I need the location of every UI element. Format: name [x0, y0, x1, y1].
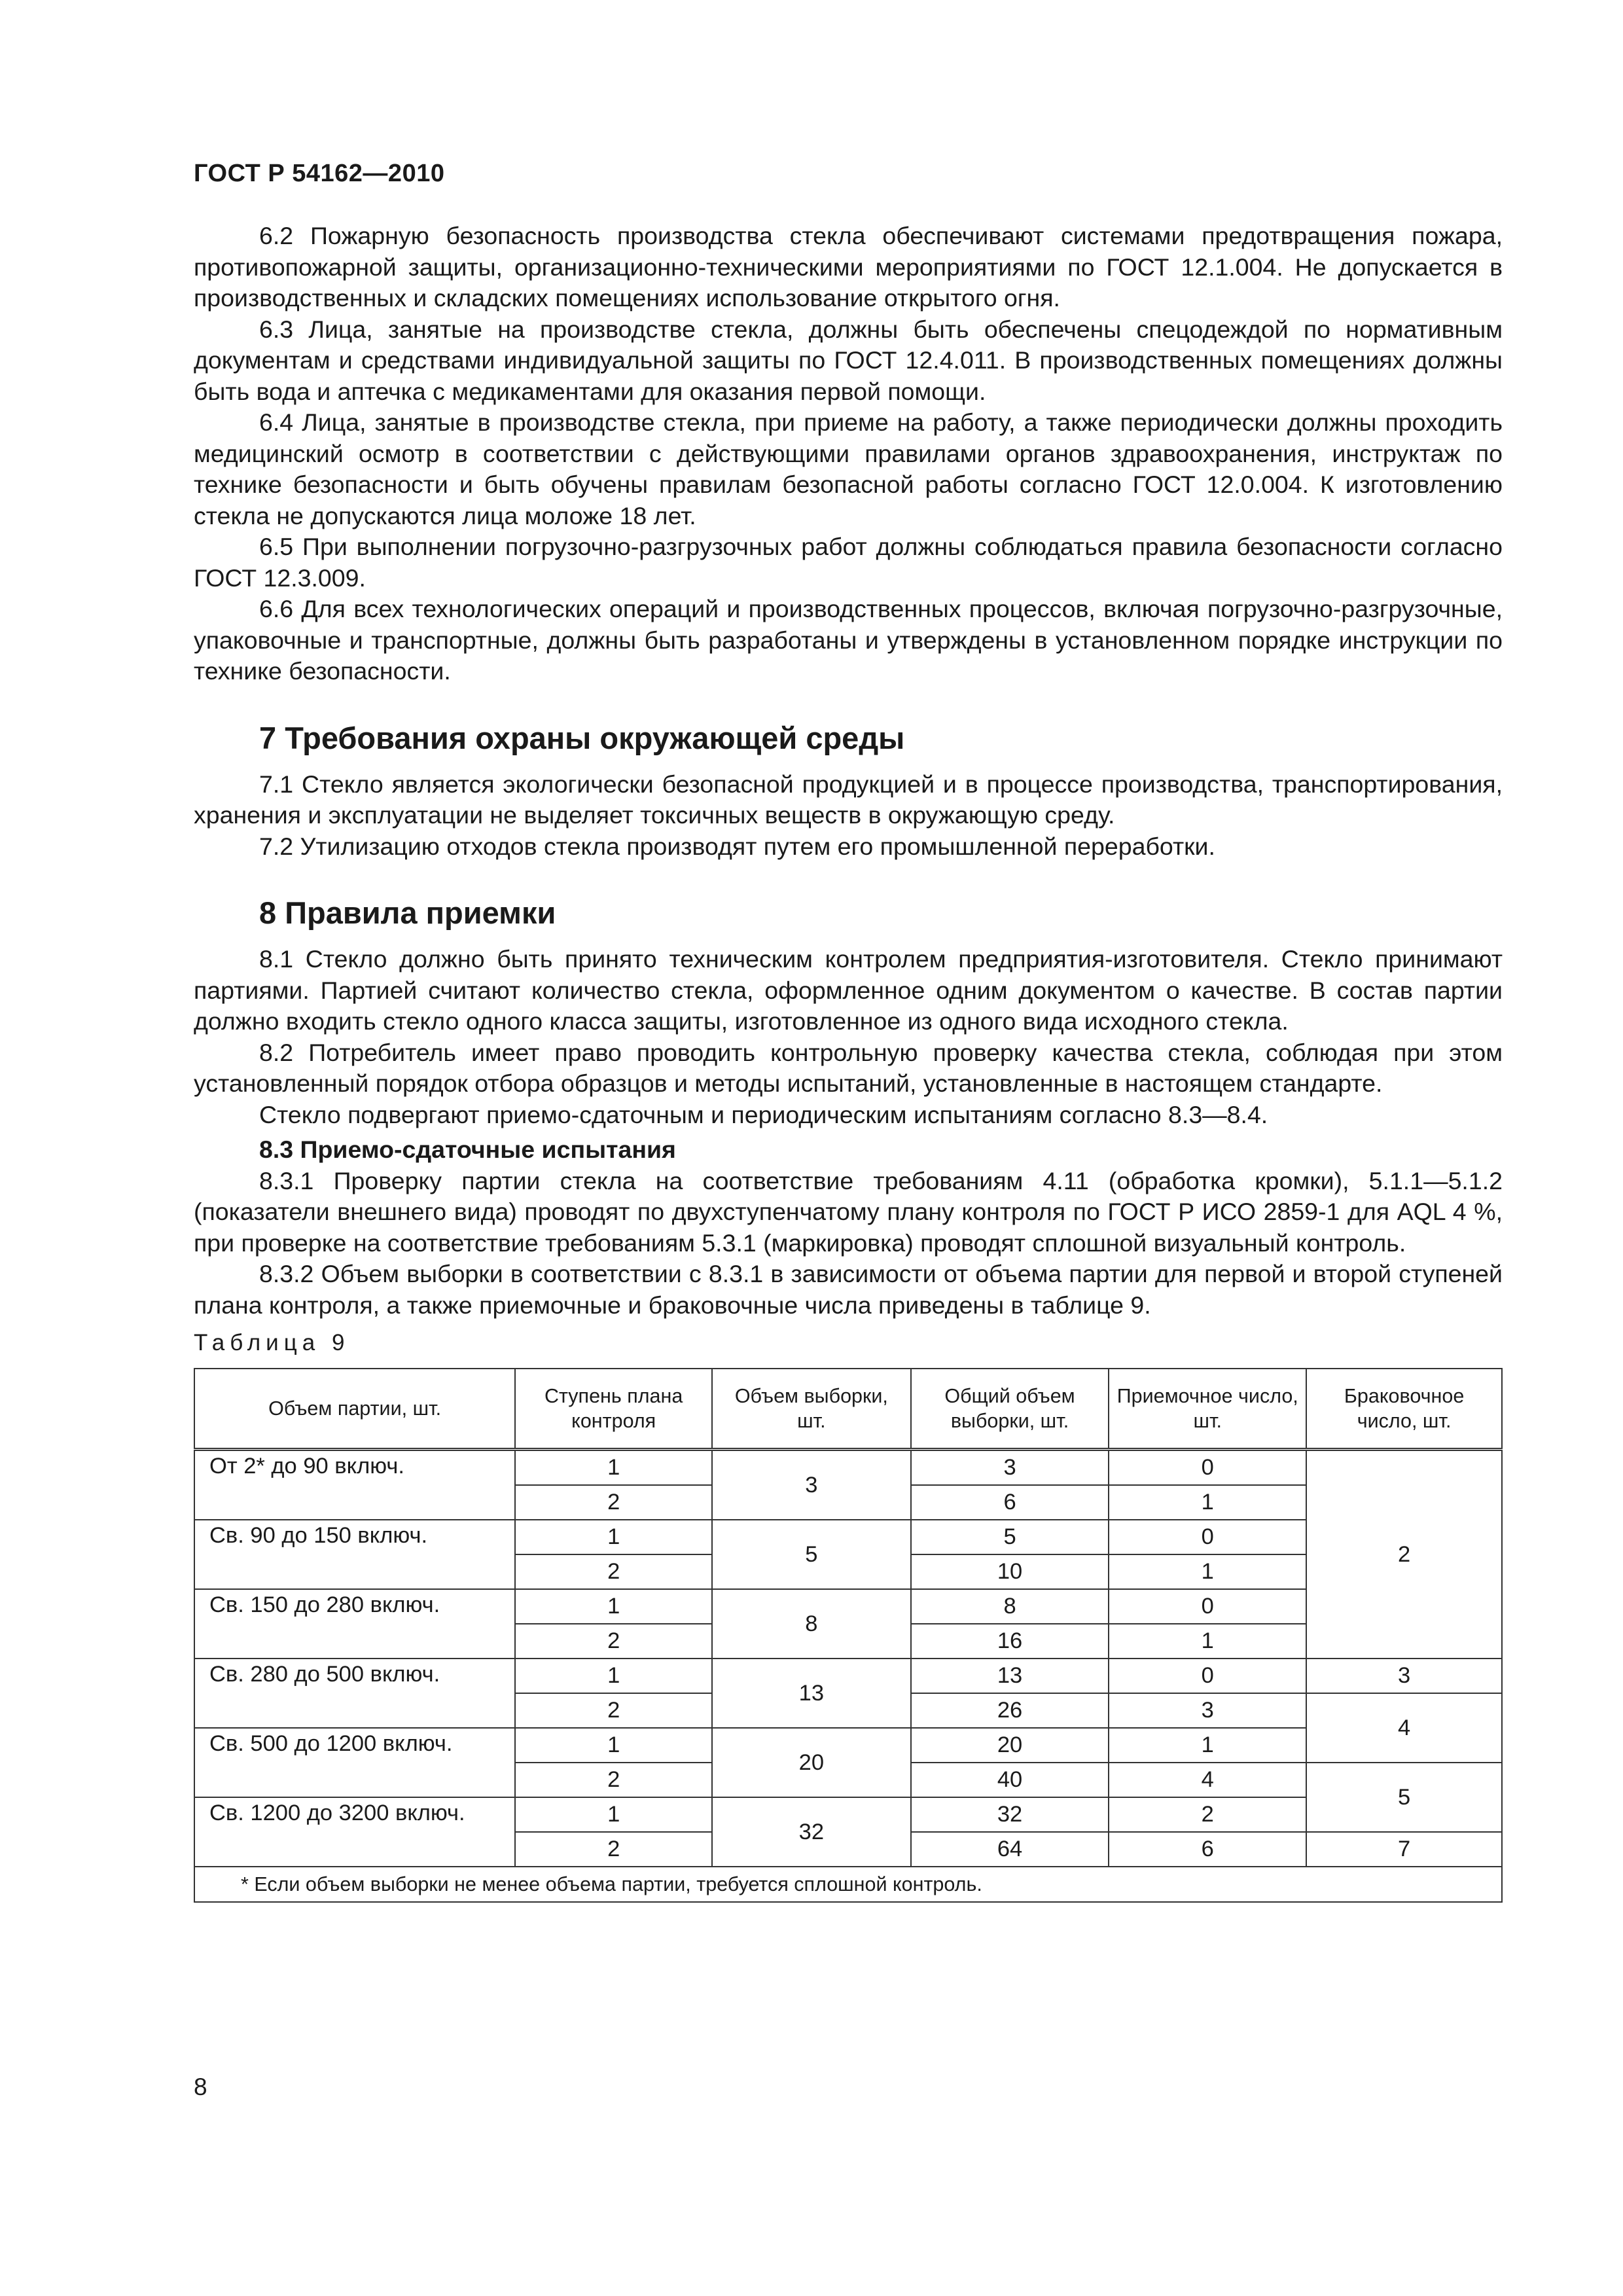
- paragraph-8-2: 8.2 Потребитель имеет право проводить контрольную проверку качества стекла, соблюдая при этом установленный порядок отбора образцов и методы испытаний, установленные в настоящем стандарте.: [194, 1038, 1503, 1097]
- sampling-table: [194, 1368, 1503, 1903]
- step-cell: 1: [515, 1450, 712, 1486]
- accept-number-cell: 0: [1109, 1450, 1306, 1486]
- reject-number-cell: 5: [1306, 1763, 1502, 1832]
- document-page: [194, 160, 1503, 1903]
- table-row: [194, 1728, 1502, 1763]
- total-sample-cell: 16: [911, 1624, 1109, 1659]
- step-cell: 1: [515, 1797, 712, 1832]
- accept-number-cell: 0: [1109, 1659, 1306, 1693]
- total-sample-cell: 8: [911, 1589, 1109, 1624]
- paragraph-8-3-2: 8.3.2 Объем выборки в соответствии с 8.3.1 в зависимости от объема партии для первой и второй ступеней плана контроля, а также приемочные и браковочные числа приведены в таблице 9.: [194, 1260, 1503, 1319]
- accept-number-cell: 2: [1109, 1797, 1306, 1832]
- header-plan-step: Ступень плана контроля: [515, 1369, 712, 1450]
- paragraph-6-3: 6.3 Лица, занятые на производстве стекла, должны быть обеспечены спецодеждой по нормативным документам и средствами индивидуальной защиты по ГОСТ 12.4.011. В производственных помещениях должны быть вода и аптечка с медикаментами для оказания первой помощи.: [194, 315, 1503, 405]
- paragraph-6-5: 6.5 При выполнении погрузочно-разгрузочных работ должны соблюдаться правила безопасности согласно ГОСТ 12.3.009.: [194, 533, 1503, 592]
- table-footnote: * Если объем выборки не менее объема партии, требуется сплошной контроль.: [194, 1867, 1502, 1902]
- accept-number-cell: 1: [1109, 1485, 1306, 1520]
- table-row: [194, 1659, 1502, 1693]
- sample-size-cell: 3: [712, 1450, 911, 1520]
- reject-number-cell: 3: [1306, 1659, 1502, 1693]
- accept-number-cell: 4: [1109, 1763, 1306, 1797]
- total-sample-cell: 13: [911, 1659, 1109, 1693]
- header-total-sample: Общий объем выборки, шт.: [911, 1369, 1109, 1450]
- page-number: 8: [194, 2073, 207, 2100]
- table-row: [194, 1450, 1502, 1486]
- accept-number-cell: 0: [1109, 1520, 1306, 1554]
- paragraph-8-1: 8.1 Стекло должно быть принято техническим контролем предприятия-изготовителя. Стекло принимают партиями. Партией считают количество стекла, оформленное одним документом о качестве. В состав партии должно входить стекло одного класса защиты, изготовленное из одного вида исходного стекла.: [194, 945, 1503, 1035]
- paragraph-6-6: 6.6 Для всех технологических операций и производственных процессов, включая погрузочно-разгрузочные, упаковочные и транспортные, должны быть разработаны и утверждены в установленном порядке инструкции по технике безопасности.: [194, 595, 1503, 685]
- header-reject-number: Браковочное число, шт.: [1306, 1369, 1502, 1450]
- accept-number-cell: 1: [1109, 1728, 1306, 1763]
- header-sample-size: Объем выборки, шт.: [712, 1369, 911, 1450]
- accept-number-cell: 0: [1109, 1589, 1306, 1624]
- step-cell: 2: [515, 1485, 712, 1520]
- table-row: [194, 1520, 1502, 1554]
- reject-number-cell: 4: [1306, 1693, 1502, 1763]
- total-sample-cell: 3: [911, 1450, 1109, 1486]
- table-caption: Таблица 9: [194, 1330, 350, 1355]
- table-row: [194, 1797, 1502, 1832]
- sample-size-cell: 8: [712, 1589, 911, 1659]
- step-cell: 2: [515, 1554, 712, 1589]
- paragraph-8-3-1: 8.3.1 Проверку партии стекла на соответствие требованиям 4.11 (обработка кромки), 5.1.1—5.1.2 (показатели внешнего вида) проводят по двухступенчатому плану контроля по ГОСТ Р ИСО 2859-1 для AQL 4 %, при проверке на соответствие требованиям 5.3.1 (маркировка) проводят сплошной визуальный контроль.: [194, 1166, 1503, 1257]
- section-8-title: 8 Правила приемки: [259, 895, 556, 930]
- lot-size-cell: Св. 500 до 1200 включ.: [194, 1728, 515, 1797]
- accept-number-cell: 6: [1109, 1832, 1306, 1867]
- lot-size-cell: Св. 150 до 280 включ.: [194, 1589, 515, 1659]
- total-sample-cell: 5: [911, 1520, 1109, 1554]
- paragraph-7-1: 7.1 Стекло является экологически безопасной продукцией и в процессе производства, транспортирования, хранения и эксплуатации не выделяет токсичных веществ в окружающую среду.: [194, 770, 1503, 829]
- total-sample-cell: 40: [911, 1763, 1109, 1797]
- step-cell: 1: [515, 1659, 712, 1693]
- sample-size-cell: 32: [712, 1797, 911, 1867]
- reject-number-cell: 2: [1306, 1450, 1502, 1659]
- total-sample-cell: 26: [911, 1693, 1109, 1728]
- lot-size-cell: Св. 1200 до 3200 включ.: [194, 1797, 515, 1867]
- total-sample-cell: 32: [911, 1797, 1109, 1832]
- step-cell: 1: [515, 1520, 712, 1554]
- accept-number-cell: 1: [1109, 1624, 1306, 1659]
- sample-size-cell: 13: [712, 1659, 911, 1728]
- paragraph-6-4: 6.4 Лица, занятые в производстве стекла, при приеме на работу, а также периодически должны проходить медицинский осмотр в соответствии с действующими правилами органов здравоохранения, инструктаж по технике безопасности и быть обучены правилам безопасной работы согласно ГОСТ 12.0.004. К изготовлению стекла не допускаются лица моложе 18 лет.: [194, 408, 1503, 529]
- step-cell: 1: [515, 1589, 712, 1624]
- total-sample-cell: 6: [911, 1485, 1109, 1520]
- header-lot-size: Объем партии, шт.: [194, 1369, 515, 1450]
- table-footnote-row: [194, 1867, 1502, 1902]
- lot-size-cell: Св. 90 до 150 включ.: [194, 1520, 515, 1589]
- reject-number-cell: 7: [1306, 1832, 1502, 1867]
- accept-number-cell: 3: [1109, 1693, 1306, 1728]
- accept-number-cell: 1: [1109, 1554, 1306, 1589]
- section-7-title: 7 Требования охраны окружающей среды: [259, 720, 905, 755]
- total-sample-cell: 64: [911, 1832, 1109, 1867]
- paragraph-7-2: 7.2 Утилизацию отходов стекла производят путем его промышленной переработки.: [259, 832, 1215, 860]
- step-cell: 2: [515, 1832, 712, 1867]
- step-cell: 1: [515, 1728, 712, 1763]
- total-sample-cell: 10: [911, 1554, 1109, 1589]
- subsection-8-3-title: 8.3 Приемо-сдаточные испытания: [259, 1136, 676, 1163]
- paragraph-6-2: 6.2 Пожарную безопасность производства стекла обеспечивают системами предотвращения пожара, противопожарной защиты, организационно-техническими мероприятиями по ГОСТ 12.1.004. Не допускается в производственных и складских помещениях использование открытого огня.: [194, 222, 1503, 312]
- sample-size-cell: 5: [712, 1520, 911, 1589]
- paragraph-8-2-tests: Стекло подвергают приемо-сдаточным и периодическим испытаниям согласно 8.3—8.4.: [259, 1100, 1268, 1128]
- step-cell: 2: [515, 1693, 712, 1728]
- lot-size-cell: Св. 280 до 500 включ.: [194, 1659, 515, 1728]
- table-row: [194, 1589, 1502, 1624]
- lot-size-cell: От 2* до 90 включ.: [194, 1450, 515, 1520]
- total-sample-cell: 20: [911, 1728, 1109, 1763]
- table-header-row: [194, 1369, 1502, 1450]
- sample-size-cell: 20: [712, 1728, 911, 1797]
- header-accept-number: Приемочное число, шт.: [1109, 1369, 1306, 1450]
- document-header: ГОСТ Р 54162—2010: [194, 160, 445, 187]
- step-cell: 2: [515, 1763, 712, 1797]
- step-cell: 2: [515, 1624, 712, 1659]
